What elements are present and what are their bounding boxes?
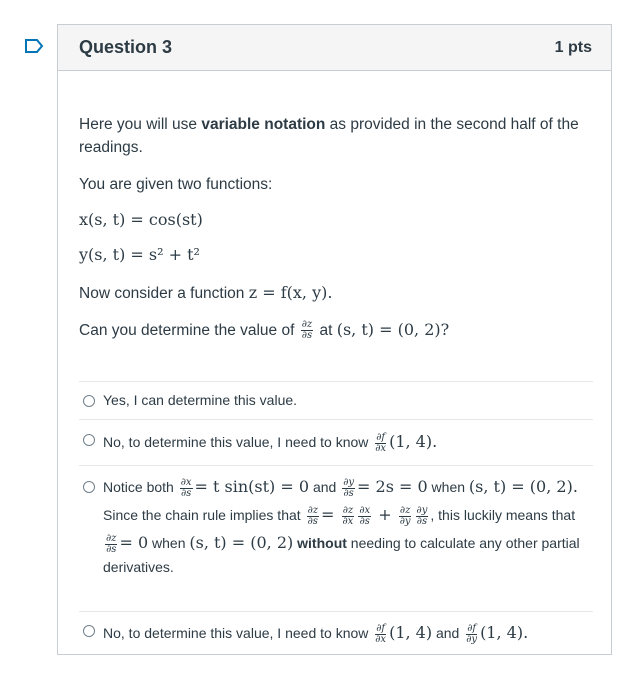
question-card: [57, 24, 612, 655]
question-title: Question 3: [79, 37, 173, 57]
answer-line-2: Since the chain rule implies that $\frac{\partial z}{\partial s}$ = $\frac{\partial z}{\partial x}$ $\frac{\partial x}{\partial s}$ + $\frac{\partial z}{\partial y}$ $\frac{\partial y}{\partial s}$ , this luckily means that: [103, 504, 576, 527]
answer-option-2[interactable]: [79, 419, 593, 466]
radio-button[interactable]: [83, 481, 95, 493]
answer-line-3: $\frac{\partial z}{\partial s}$ = 0 when (s, t) = (0, 2) without needing to calculate any other partial: [106, 532, 580, 555]
question-header: [58, 25, 611, 71]
y-definition: y(s, t) = s² + t²: [79, 245, 200, 264]
answer-line-4: derivatives.: [103, 559, 174, 575]
radio-button[interactable]: [83, 395, 95, 407]
answer-option-1[interactable]: [79, 381, 593, 420]
x-definition: x(s, t) = cos(st): [79, 210, 203, 229]
radio-button[interactable]: [83, 625, 95, 637]
answer-label: No, to determine this value, I need to know $\frac{\partial f}{\partial x}$ (1, 4).: [103, 431, 438, 454]
intro-paragraph: Here you will use variable notation as provided in the second half of the readings.: [79, 116, 579, 156]
answer-label: Yes, I can determine this value.: [103, 392, 298, 408]
answer-option-3[interactable]: [79, 465, 593, 588]
question-prompt: Can you determine the value of $\frac{\partial z}{\partial s}$ at (s, t) = (0, 2)?: [79, 319, 450, 342]
given-text: You are given two functions:: [79, 176, 273, 193]
answer-line-1: Notice both $\frac{\partial x}{\partial s}$ = t sin(st) = 0 and $\frac{\partial y}{\partial s}$ = 2s = 0 when (s, t) = (0, 2).: [103, 476, 578, 499]
now-consider-text: Now consider a function z = f(x, y).: [79, 283, 333, 302]
radio-button[interactable]: [83, 434, 95, 446]
bookmark-flag-icon[interactable]: [24, 36, 44, 56]
question-points: 1 pts: [554, 38, 592, 56]
answer-option-4[interactable]: [79, 611, 593, 658]
answer-label: No, to determine this value, I need to know $\frac{\partial f}{\partial x}$ (1, 4) and $\frac{\partial f}{\partial y}$ (1, 4).: [103, 622, 529, 645]
